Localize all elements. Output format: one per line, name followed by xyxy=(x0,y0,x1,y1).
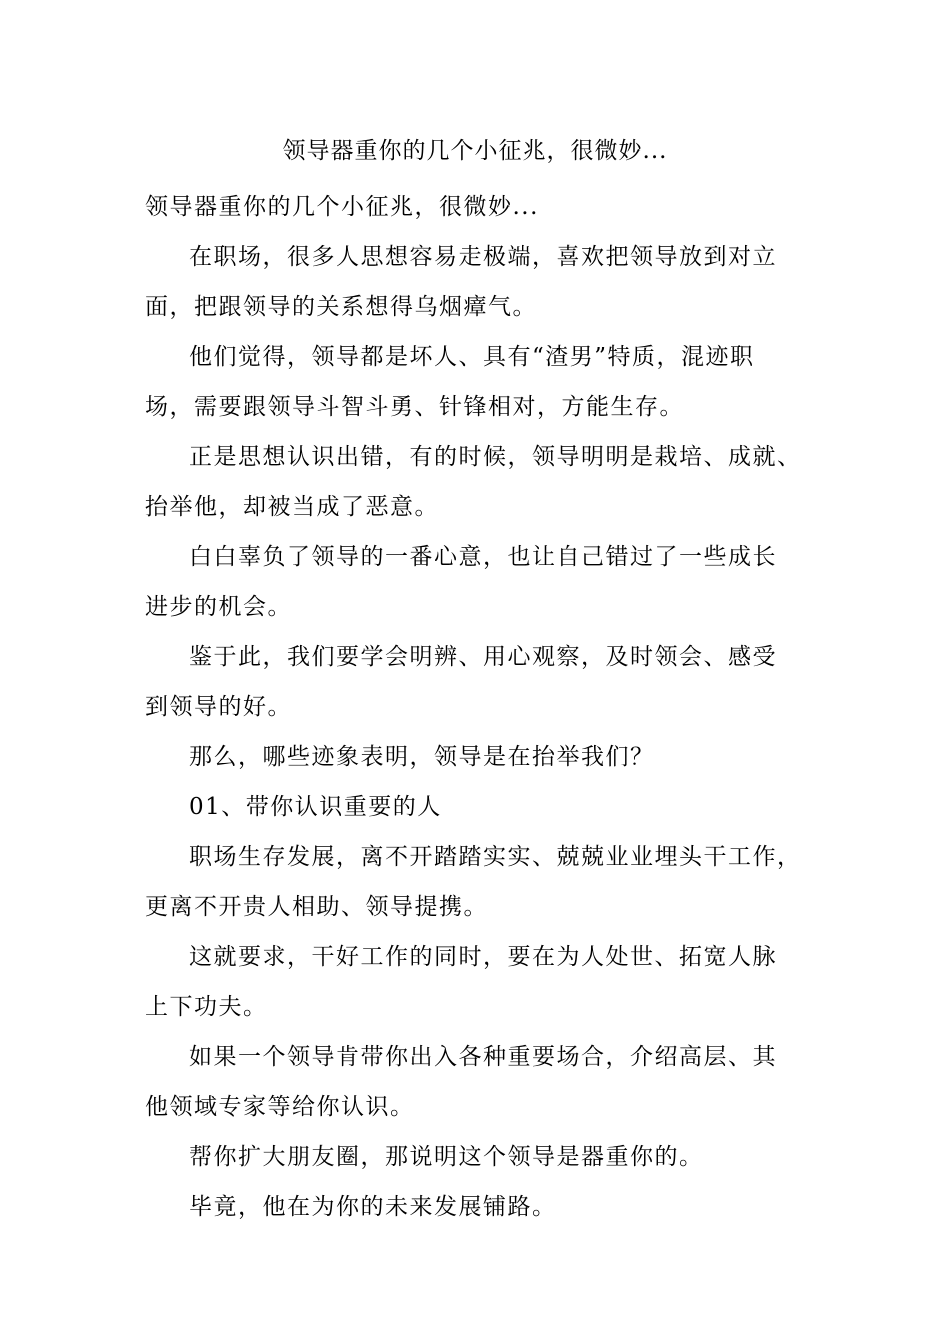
paragraph-line: 帮你扩大朋友圈，那说明这个领导是器重你的。 xyxy=(189,1144,704,1170)
paragraph-11 xyxy=(145,1132,825,1182)
paragraph-line: 他们觉得，领导都是坏人、具有“渣男”特质，混迹职 xyxy=(189,344,755,370)
paragraph-line: 面，把跟领导的关系想得乌烟瘴气。 xyxy=(145,294,537,320)
paragraph-line: 这就要求，干好工作的同时，要在为人处世、拓宽人脉 xyxy=(189,944,777,970)
paragraph-line: 如果一个领导肯带你出入各种重要场合，介绍高层、其 xyxy=(189,1044,777,1070)
paragraph-1 xyxy=(145,232,825,332)
paragraph-4 xyxy=(145,532,825,632)
paragraph-line: 正是思想认识出错，有的时候，领导明明是栽培、成就、 xyxy=(189,444,802,470)
paragraph-10 xyxy=(145,1032,825,1132)
paragraph-line: 白白辜负了领导的一番心意，也让自己错过了一些成长 xyxy=(189,544,777,570)
document-body xyxy=(145,182,825,1232)
paragraph-line: 毕竟，他在为你的未来发展铺路。 xyxy=(189,1194,557,1220)
section-heading xyxy=(145,782,825,832)
paragraph-6 xyxy=(145,732,825,782)
paragraph-line: 上下功夫。 xyxy=(145,994,268,1020)
paragraph-2 xyxy=(145,332,825,432)
paragraph-line: 更离不开贵人相助、领导提携。 xyxy=(145,894,488,920)
paragraph-line: 到领导的好。 xyxy=(145,694,292,720)
document-subtitle: 领导器重你的几个小征兆，很微妙... xyxy=(145,194,539,220)
paragraph-line: 那么，哪些迹象表明，领导是在抬举我们？ xyxy=(189,744,655,770)
section-heading-text: 01、带你认识重要的人 xyxy=(189,794,442,820)
paragraph-line: 他领域专家等给你认识。 xyxy=(145,1094,415,1120)
paragraph-line: 抬举他，却被当成了恶意。 xyxy=(145,494,439,520)
paragraph-line: 进步的机会。 xyxy=(145,594,292,620)
paragraph-line: 鉴于此，我们要学会明辨、用心观察，及时领会、感受 xyxy=(189,644,777,670)
paragraph-9 xyxy=(145,932,825,1032)
document-title: 领导器重你的几个小征兆，很微妙... xyxy=(282,138,668,164)
paragraph-12 xyxy=(145,1182,825,1232)
paragraph-line: 场，需要跟领导斗智斗勇、针锋相对，方能生存。 xyxy=(145,394,684,420)
paragraph-line: 在职场，很多人思想容易走极端，喜欢把领导放到对立 xyxy=(189,244,777,270)
paragraph-5 xyxy=(145,632,825,732)
paragraph-8 xyxy=(145,832,825,932)
paragraph-3 xyxy=(145,432,825,532)
paragraph-line: 职场生存发展，离不开踏踏实实、兢兢业业埋头干工作， xyxy=(189,844,802,870)
